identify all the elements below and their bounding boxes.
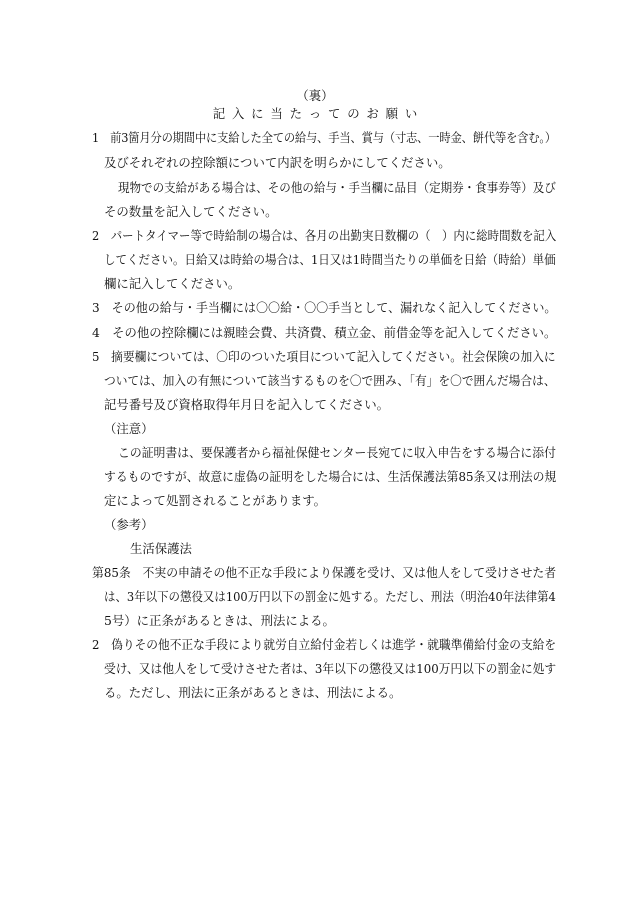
page-title: 記入に当たってのお願い [212,106,425,121]
item-2-line-3: 欄に記入してください。 [104,276,241,291]
item-2-line-2: してください。日給又は時給の場合は、1日又は1時間当たりの単価を日給（時給）単価 [104,252,556,267]
item-4-line-1: 4 その他の控除欄には親睦会費、共済費、積立金、前借金等を記入してください。 [92,325,557,340]
reference-label: （参考） [104,517,154,532]
item-2-line-1: 2 パートタイマー等で時給制の場合は、各月の出勤実日数欄の（ ）内に総時間数を記入 [92,228,557,243]
note-label: （注意） [104,421,154,436]
item-1-line-4: その数量を記入してください。 [104,204,278,219]
note-line-2: するものですが、故意に虚偽の証明をした場合には、生活保護法第85条又は刑法の規 [104,469,557,484]
law-name: 生活保護法 [130,541,192,556]
item-1-line-3: 現物での支給がある場合は、その他の給与・手当欄に品目（定期券・食事券等）及び [118,180,556,195]
side-label: （裏） [296,88,334,103]
item-1-line-2: 及びそれぞれの控除額について内訳を明らかにしてください。 [104,155,451,170]
article-85-line-2: は、3年以下の懲役又は100万円以下の罰金に処する。ただし、刑法（明治40年法律第4 [104,589,556,604]
paragraph-2-line-3: る。ただし、刑法に正条があるときは、刑法による。 [104,685,402,700]
item-1-line-1: 1 前3箇月分の期間中に支給した全ての給与、手当、賞与（寸志、一時金、餅代等を含む。） [92,130,556,145]
article-85-line-1: 第85条 不実の申請その他不正な手段により保護を受け、又は他人をして受けさせた者 [92,565,557,580]
paragraph-2-line-1: 2 偽りその他不正な手段により就労自立給付金若しくは進学・就職準備給付金の支給を [92,637,557,652]
note-line-1: この証明書は、要保護者から福祉保健センター長宛てに収入申告をする場合に添付 [118,445,556,460]
note-line-3: 定によって処罰されることがあります。 [104,493,327,508]
item-3-line-1: 3 その他の給与・手当欄には〇〇給・〇〇手当として、漏れなく記入してください。 [92,300,557,315]
item-5-line-2: ついては、加入の有無について該当するものを〇で囲み、「有」を〇で囲んだ場合は、 [104,373,556,388]
item-5-line-3: 記号番号及び資格取得年月日を記入してください。 [104,397,389,412]
item-5-line-1: 5 摘要欄については、〇印のついた項目について記入してください。社会保険の加入に [92,349,556,364]
paragraph-2-line-2: 受け、又は他人をして受けさせた者は、3年以下の懲役又は100万円以下の罰金に処す [104,661,557,676]
article-85-line-3: 5号）に正条があるときは、刑法による。 [104,613,335,628]
